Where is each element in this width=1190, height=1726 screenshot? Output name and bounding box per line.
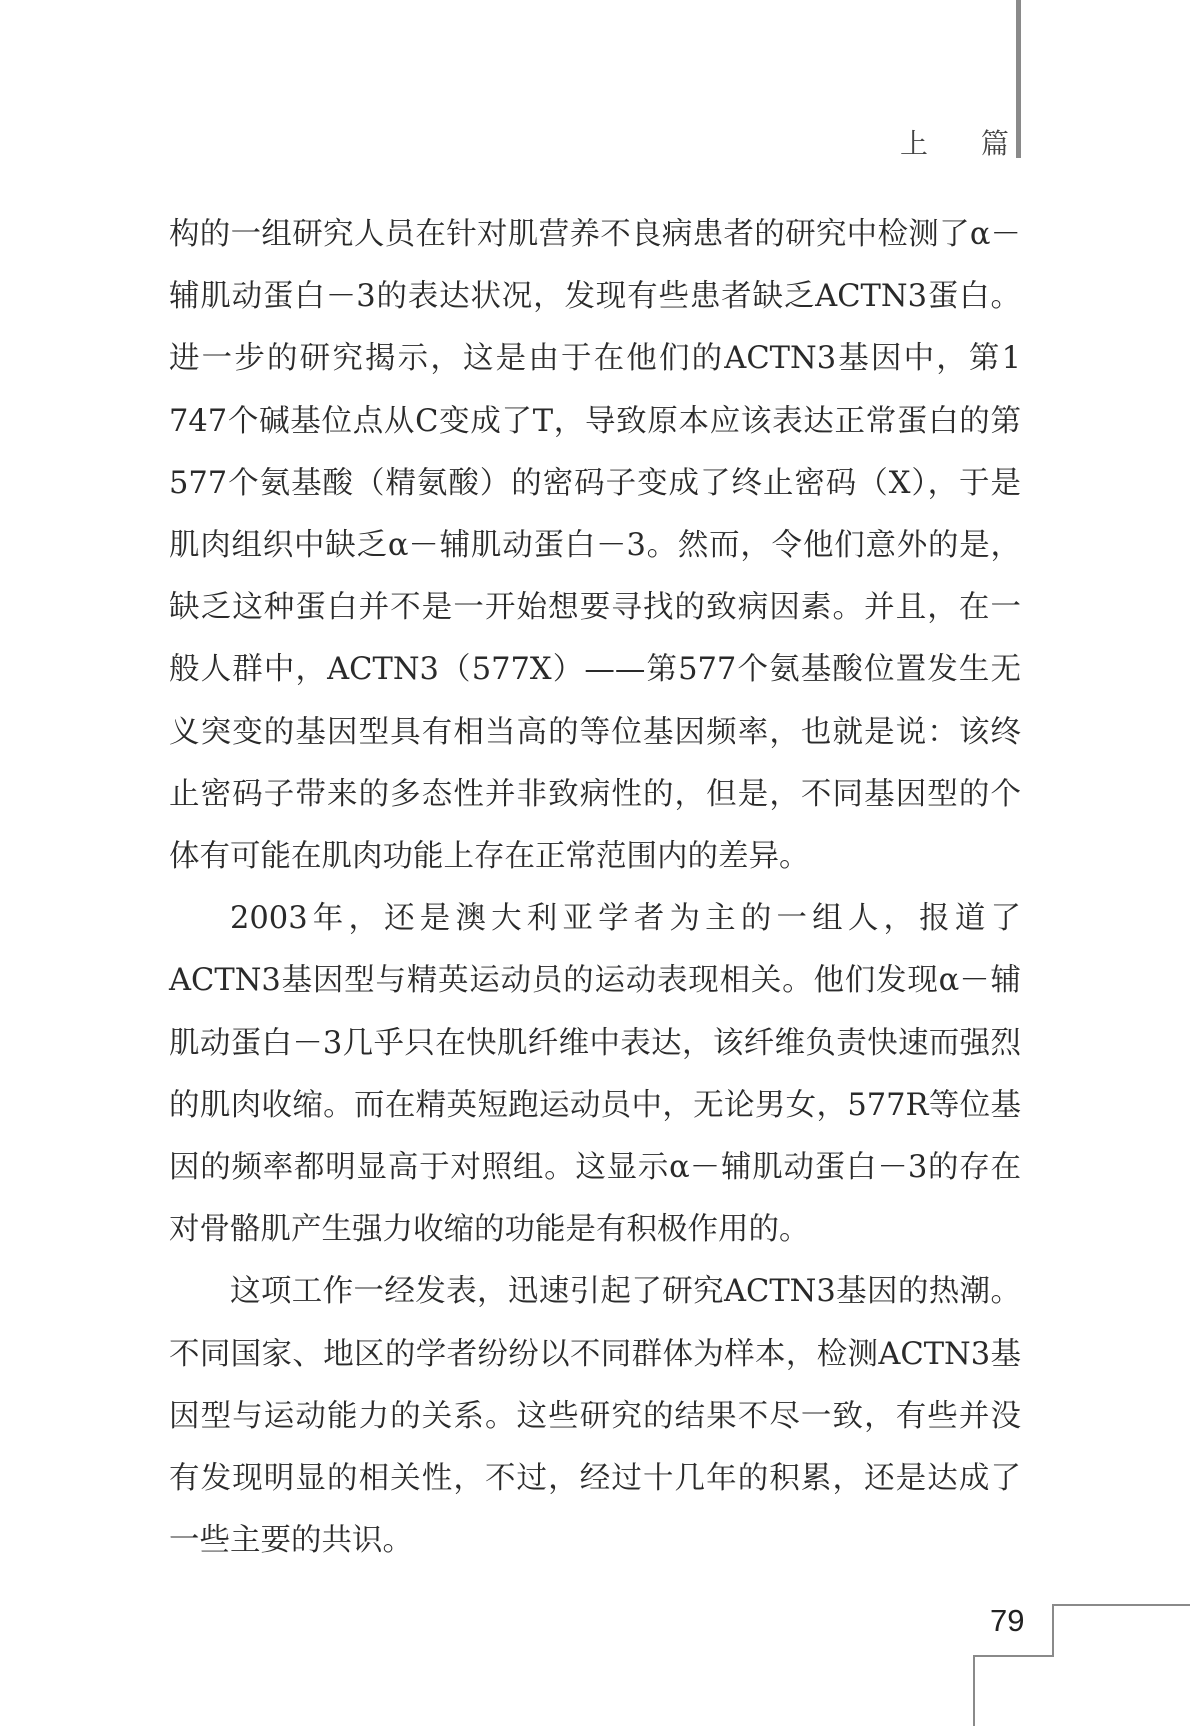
footer-rule-top [1053,1604,1190,1606]
paragraph-2: 2003年，还是澳大利亚学者为主的一组人，报道了ACTN3基因型与精英运动员的运动表现相关。他们发现α－辅肌动蛋白－3几乎只在快肌纤维中表达，该纤维负责快速而强烈的肌肉收缩。而在精英短跑运动员中，无论男女，577R等位基因的频率都明显高于对照组。这显示α－辅肌动蛋白－3的存在对骨骼肌产生强力收缩的功能是有积极作用的。 [169,901,1021,1248]
section-header: 上 篇 [900,127,1031,160]
footer-rule-bottom [973,1655,1054,1657]
footer-rule-right [1052,1604,1054,1656]
paragraph-1: 构的一组研究人员在针对肌营养不良病患者的研究中检测了α－辅肌动蛋白－3的表达状况，发现有些患者缺乏ACTN3蛋白。进一步的研究揭示，这是由于在他们的ACTN3基因中，第1 747个碱基位点从C变成了T，导致原本应该表达正常蛋白的第577个氨基酸（精氨酸）的密码子变成了终止密码（X），于是肌肉组织中缺乏α－辅肌动蛋白－3。然而，令他们意外的是，缺乏这种蛋白并不是一开始想要寻找的致病因素。并且，在一般人群中，ACTN3（577X）——第577个氨基酸位置发生无义突变的基因型具有相当高的等位基因频率，也就是说：该终止密码子带来的多态性并非致病性的，但是，不同基因型的个体有可能在肌肉功能上存在正常范围内的差异。 [169,217,1021,875]
page-number: 79 [990,1603,1025,1638]
footer-rule-left [973,1655,975,1726]
body-text [169,204,1021,1572]
paragraph-3: 这项工作一经发表，迅速引起了研究ACTN3基因的热潮。不同国家、地区的学者纷纷以不同群体为样本，检测ACTN3基因型与运动能力的关系。这些研究的结果不尽一致，有些并没有发现明显的相关性，不过，经过十几年的积累，还是达成了一些主要的共识。 [169,1274,1021,1559]
